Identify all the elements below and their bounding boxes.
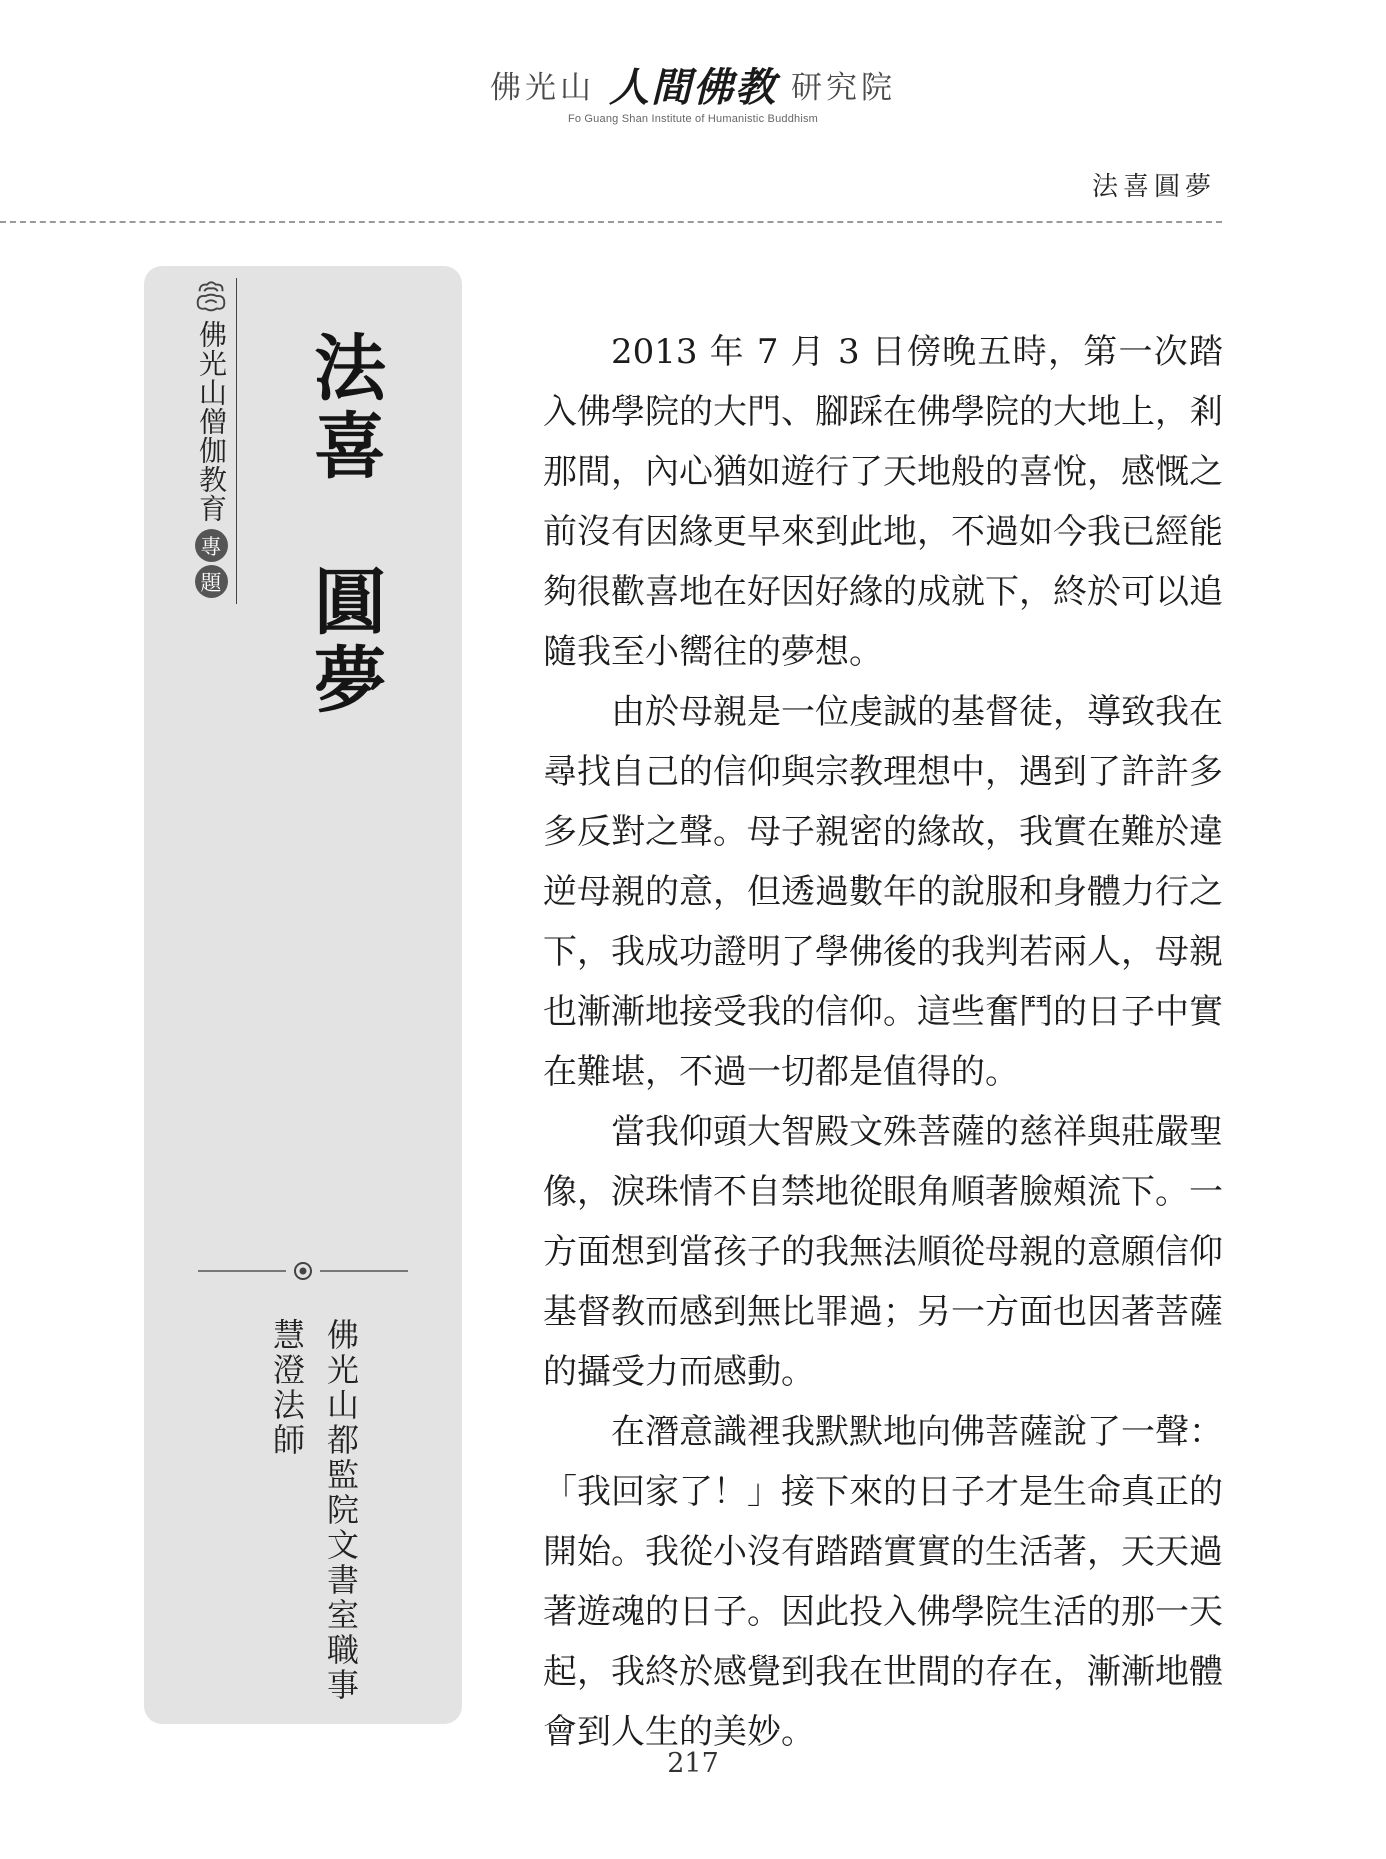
article-body	[543, 322, 1223, 1762]
paragraph: 當我仰頭大智殿文殊菩薩的慈祥與莊嚴聖像，淚珠情不自禁地從眼角順著臉頰流下。一方面想到當孩子的我無法順從母親的意願信仰基督教而感到無比罪過；另一方面也因著菩薩的攝受力而感動。	[543, 1112, 1223, 1392]
page-header	[0, 56, 1386, 125]
series-label	[186, 278, 237, 604]
paragraph: 2013 年 7 月 3 日傍晚五時，第一次踏入佛學院的大門、腳踩在佛學院的大地上，剎那間，內心猶如遊行了天地般的喜悅，感慨之前沒有因緣更早來到此地，不過如今我已經能夠很歡喜地在好因好緣的成就下，終於可以追隨我至小嚮往的夢想。	[543, 332, 1223, 672]
page-number: 217	[667, 1748, 719, 1779]
topic-badge	[195, 529, 228, 598]
author-name: 慧澄法師	[268, 1318, 306, 1458]
article-title: 法喜 圓夢	[302, 330, 387, 720]
paragraph: 由於母親是一位虔誠的基督徒，導致我在尋找自己的信仰與宗教理想中，遇到了許許多多反對之聲。母子親密的緣故，我實在難於違逆母親的意，但透過數年的說服和身體力行之下，我成功證明了學佛後的我判若兩人，母親也漸漸地接受我的信仰。這些奮鬥的日子中實在難堪，不過一切都是值得的。	[543, 692, 1223, 1092]
header-divider	[0, 221, 1222, 223]
institute-prefix: 佛光山	[490, 70, 595, 106]
ornament-divider	[198, 1261, 408, 1281]
institute-brand-logo: 人間佛教	[609, 64, 777, 111]
running-title: 法喜圓夢	[1091, 172, 1216, 202]
author-block	[260, 1318, 368, 1703]
author-role: 佛光山都監院文書室職事	[322, 1318, 360, 1703]
institute-name	[490, 56, 896, 113]
topic-badge-char-1: 專	[195, 529, 228, 562]
paragraph: 在潛意識裡我默默地向佛菩薩說了一聲：「我回家了！」接下來的日子才是生命真正的開始。我從小沒有踏踏實實的生活著，天天過著遊魂的日子。因此投入佛學院生活的那一天起，我終於感覺到我在世間的存在，漸漸地體會到人生的美妙。	[543, 1412, 1223, 1752]
topic-badge-char-2: 題	[195, 565, 228, 598]
institute-english-name: Fo Guang Shan Institute of Humanistic Buddhism	[567, 113, 819, 125]
series-title: 佛光山僧伽教育	[195, 320, 228, 523]
auspicious-cloud-icon	[192, 278, 230, 316]
institute-suffix: 研究院	[791, 70, 896, 106]
